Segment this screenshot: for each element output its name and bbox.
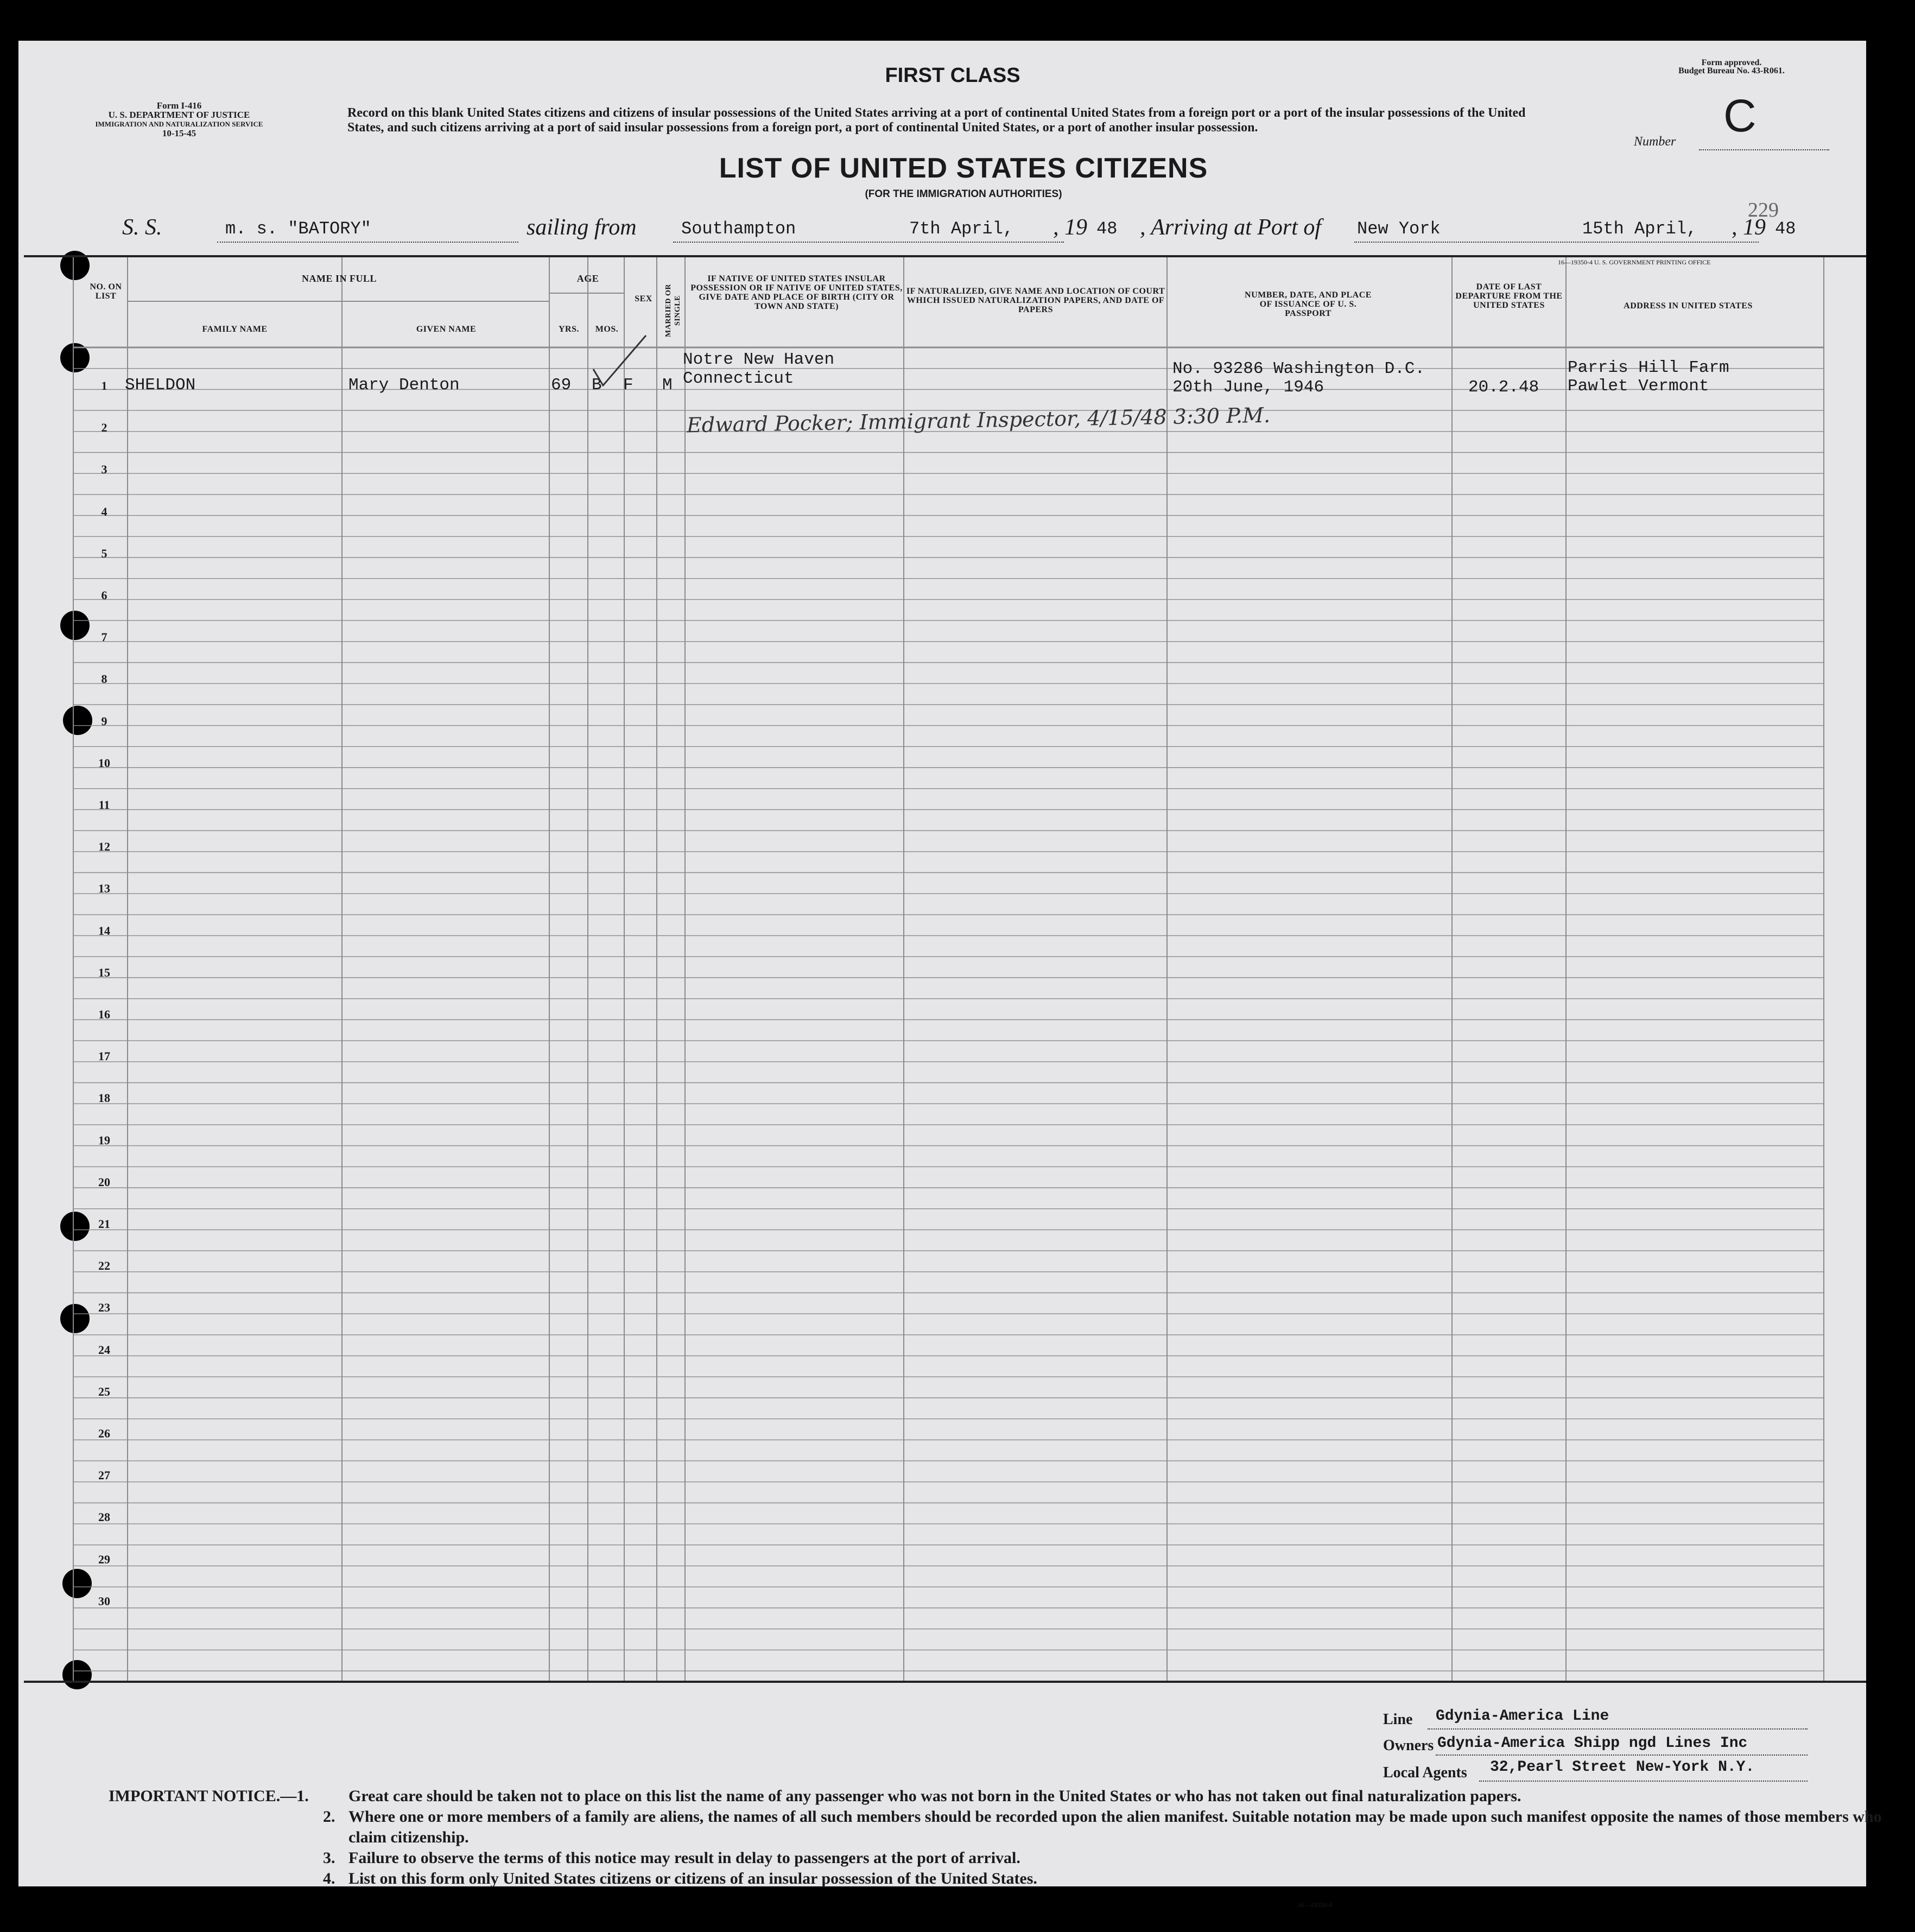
list-title: LIST OF UNITED STATES CITIZENS bbox=[719, 153, 1208, 184]
row-number: 20 bbox=[98, 1175, 110, 1189]
row-number: 25 bbox=[98, 1384, 110, 1398]
notice-item-3-number: 3. bbox=[323, 1849, 335, 1867]
list-number-value: C bbox=[1723, 90, 1757, 141]
list-subtitle: (FOR THE IMMIGRATION AUTHORITIES) bbox=[865, 188, 1062, 200]
instructions: Record on this blank United States citizens and citizens of insular possessions of the United States arriving at a port of continental United States from a foreign port or a port of the insular possessions of the United States, and such citizens arriving at a port of said insular possessions from a foreign port, a port of continental United States, or a port of another insular possession. bbox=[347, 106, 1526, 135]
header-address: ADDRESS IN UNITED STATES bbox=[1624, 301, 1753, 311]
ship-name: m. s. "BATORY" bbox=[225, 219, 371, 239]
entry-address-line2: Pawlet Vermont bbox=[1568, 377, 1709, 396]
owners-label: Owners bbox=[1383, 1737, 1434, 1754]
agents-label: Local Agents bbox=[1383, 1764, 1467, 1781]
row-number: 27 bbox=[98, 1468, 110, 1483]
class-title: FIRST CLASS bbox=[885, 64, 1020, 87]
notice-item-1: Great care should be taken not to place on this list the name of any passenger who was not born in the United States or who has not taken out final naturalization papers. bbox=[348, 1787, 1521, 1805]
depart-year: 48 bbox=[1096, 219, 1118, 239]
row-number: 11 bbox=[98, 798, 110, 812]
notice-title: IMPORTANT NOTICE.—1. bbox=[109, 1787, 309, 1805]
printer-tag: 16—19350-4 U. S. GOVERNMENT PRINTING OFFICE bbox=[1558, 258, 1711, 266]
row-number: 19 bbox=[98, 1133, 110, 1147]
line-value: Gdynia-America Line bbox=[1436, 1708, 1609, 1725]
entry-age-months: B bbox=[592, 376, 602, 395]
checkmark-icon bbox=[589, 331, 649, 391]
header-sex: SEX bbox=[635, 294, 652, 303]
row-number: 4 bbox=[101, 504, 107, 518]
row-number: 8 bbox=[101, 672, 107, 686]
department-name: U. S. DEPARTMENT OF JUSTICE bbox=[108, 110, 250, 120]
row-number: 1 bbox=[101, 379, 107, 392]
footer-code: 16—19350-4 bbox=[1297, 1901, 1332, 1909]
row-number: 13 bbox=[98, 882, 110, 896]
row-number: 6 bbox=[101, 588, 107, 602]
notice-item-4: List on this form only United States citizens or citizens of an insular possession of the United States. bbox=[348, 1870, 1037, 1887]
row-number: 24 bbox=[98, 1342, 110, 1357]
notice-item-2-number: 2. bbox=[323, 1808, 335, 1826]
from-port: Southampton bbox=[681, 219, 796, 239]
row-number: 16 bbox=[98, 1008, 110, 1021]
owners-field-rule bbox=[1436, 1754, 1808, 1756]
row-number: 15 bbox=[98, 965, 110, 979]
entry-passport-line2: 20th June, 1946 bbox=[1172, 378, 1324, 397]
row-number: 23 bbox=[98, 1301, 110, 1315]
service-name: IMMIGRATION AND NATURALIZATION SERVICE bbox=[95, 120, 263, 128]
entry-marital-status: M bbox=[662, 376, 673, 395]
header-mos: MOS. bbox=[595, 325, 619, 334]
row-number: 22 bbox=[98, 1259, 110, 1273]
notice-item-3: Failure to observe the terms of this notice may result in delay to passengers at the port of arrival. bbox=[348, 1849, 1020, 1867]
entry-passport-line1: No. 93286 Washington D.C. bbox=[1172, 359, 1425, 378]
row-number: 12 bbox=[98, 840, 110, 854]
header-family-name: FAMILY NAME bbox=[202, 325, 268, 334]
header-last-departure: DATE OF LAST DEPARTURE FROM THE UNITED STATES bbox=[1455, 282, 1563, 310]
to-port: New York bbox=[1357, 219, 1441, 239]
entry-age-years: 69 bbox=[551, 376, 572, 395]
form-number: Form I-416 bbox=[156, 100, 202, 111]
sailing-label: sailing from bbox=[527, 215, 637, 240]
approval-line: Form approved. bbox=[1701, 58, 1762, 67]
form-date: 10-15-45 bbox=[162, 128, 196, 138]
notice-item-4-number: 4. bbox=[323, 1870, 335, 1887]
arriving-label: , Arriving at Port of bbox=[1140, 215, 1322, 240]
line-label: Line bbox=[1383, 1711, 1413, 1728]
row-number: 5 bbox=[101, 546, 107, 560]
arrive-date: 15th April, bbox=[1582, 219, 1697, 239]
budget-bureau-line: Budget Bureau No. 43-R061. bbox=[1678, 66, 1785, 75]
row-number: 10 bbox=[98, 756, 110, 770]
page-serial: 229 bbox=[1748, 199, 1779, 221]
entry-address-line1: Parris Hill Farm bbox=[1568, 358, 1729, 377]
entry-last-departure: 20.2.48 bbox=[1468, 378, 1539, 397]
entry-family-name: SHELDON bbox=[125, 376, 196, 395]
row-number: 9 bbox=[101, 714, 107, 728]
row-number: 18 bbox=[98, 1091, 110, 1105]
row-number: 26 bbox=[98, 1427, 110, 1440]
entry-given-name: Mary Denton bbox=[348, 376, 460, 395]
header-name-in-full: NAME IN FULL bbox=[301, 273, 377, 284]
depart-year-prefix: , 19 bbox=[1053, 215, 1087, 240]
entry-birth-place-line2: Connecticut bbox=[683, 369, 794, 388]
notice-item-2: Where one or more members of a family are aliens, the names of all such members should be recorded upon the alien manifest. Suitable notation may be made upon such manifest opposite the names of those members who claim citizenship. bbox=[348, 1808, 1882, 1846]
entry-birth-place-line1: Notre New Haven bbox=[683, 350, 835, 369]
header-yrs: YRS. bbox=[558, 325, 579, 334]
row-number: 21 bbox=[98, 1217, 110, 1231]
row-number: 2 bbox=[101, 421, 107, 435]
line-field-rule bbox=[1428, 1728, 1808, 1730]
arrive-year-prefix: , 19 bbox=[1732, 215, 1766, 240]
header-naturalization: IF NATURALIZED, GIVE NAME AND LOCATION OF COURT WHICH ISSUED NATURALIZATION PAPERS, AND DATE OF PAPERS bbox=[906, 287, 1165, 314]
depart-date: 7th April, bbox=[909, 219, 1014, 239]
header-age: AGE bbox=[576, 273, 599, 284]
header-no-on-list: NO. ON LIST bbox=[90, 282, 122, 301]
header-passport: NUMBER, DATE, AND PLACE OF ISSUANCE OF U. S. PASSPORT bbox=[1245, 290, 1372, 318]
row-number: 28 bbox=[98, 1510, 110, 1524]
row-number: 30 bbox=[98, 1594, 110, 1608]
inspector-signature-note: Edward Pocker; Immigrant Inspector, 4/15/48 3:30 P.M. bbox=[686, 403, 1271, 438]
header-married-single: MARRIED OR SINGLE bbox=[664, 284, 682, 337]
owners-value: Gdynia-America Shipp ngd Lines Inc bbox=[1437, 1735, 1748, 1752]
row-number: 14 bbox=[98, 923, 110, 938]
row-number: 17 bbox=[98, 1049, 110, 1063]
arrive-year: 48 bbox=[1775, 219, 1796, 239]
row-number: 3 bbox=[101, 463, 107, 477]
header-given-name: GIVEN NAME bbox=[416, 325, 477, 334]
row-number: 7 bbox=[101, 630, 107, 644]
entry-sex: F bbox=[623, 376, 633, 395]
agents-value: 32,Pearl Street New-York N.Y. bbox=[1490, 1759, 1755, 1776]
ss-label: S. S. bbox=[122, 215, 162, 240]
header-birth-place: IF NATIVE OF UNITED STATES INSULAR POSSESSION OR IF NATIVE OF UNITED STATES, GIVE DATE AND PLACE OF BIRTH (CITY OR TOWN AND STATE) bbox=[690, 274, 903, 311]
list-number-label: Number bbox=[1634, 135, 1676, 149]
row-number: 29 bbox=[98, 1552, 110, 1566]
important-notice bbox=[109, 1786, 1882, 1889]
agents-field-rule bbox=[1479, 1781, 1808, 1782]
